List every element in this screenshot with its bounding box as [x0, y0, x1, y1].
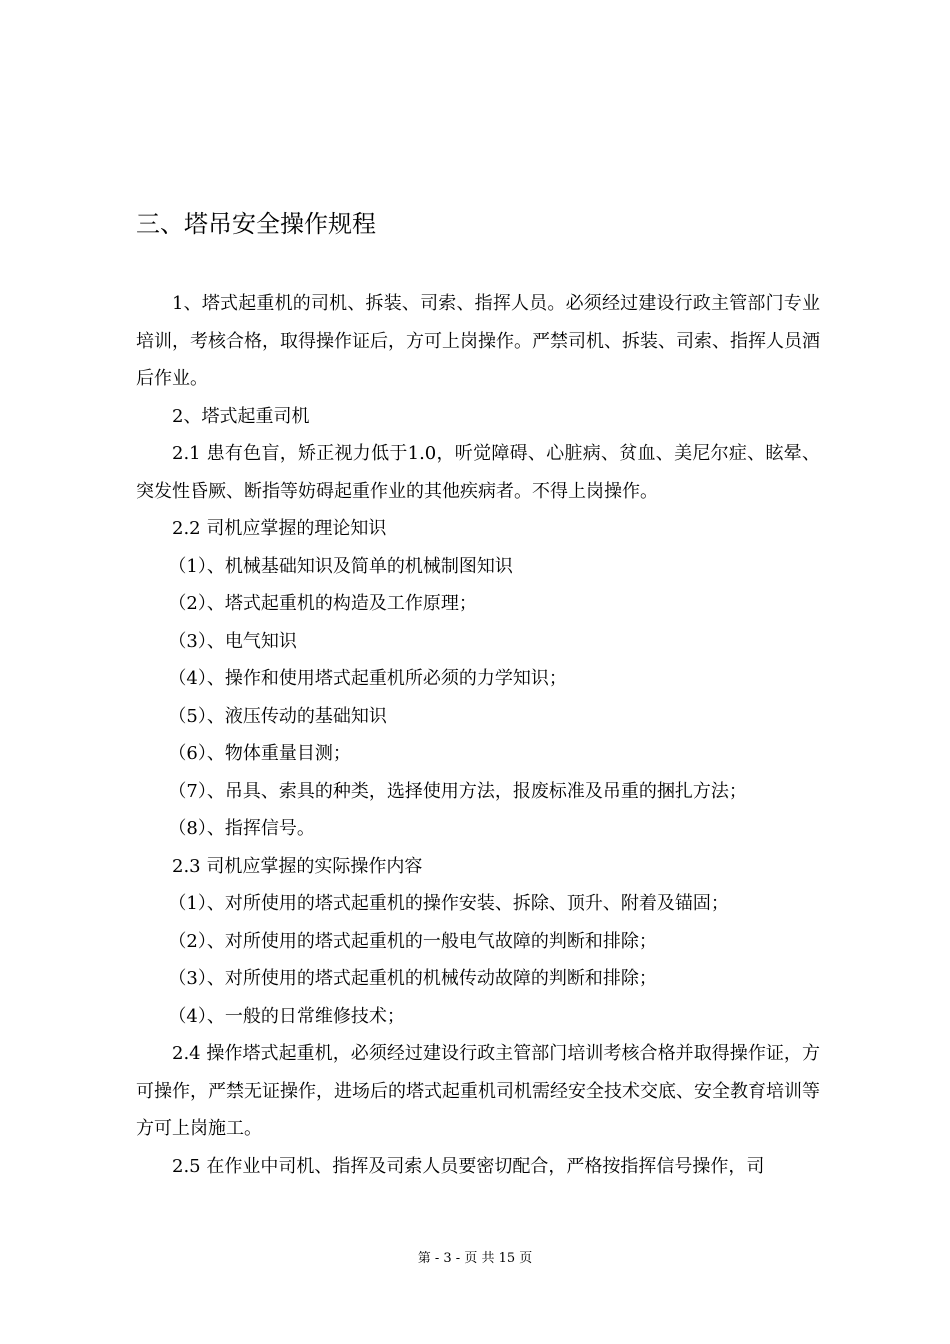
list-item: （3）、电气知识: [168, 630, 297, 652]
list-item: （2）、对所使用的塔式起重机的一般电气故障的判断和排除；: [168, 930, 657, 952]
list-item: （2）、塔式起重机的构造及工作原理；: [168, 593, 477, 614]
list-item: （7）、吊具、索具的种类，选择使用方法，报废标准及吊重的捆扎方法；: [168, 780, 747, 802]
list-item: （1）、对所使用的塔式起重机的操作安装、拆除、顶升、附着及锚固；: [168, 893, 729, 914]
paragraph-1: 1、塔式起重机的司机、拆装、司索、指挥人员。必须经过建设行政主管部门专业培训，考核合格，取得操作证后，方可上岗操作。严禁司机、拆装、司索、指挥人员酒后作业。: [136, 293, 820, 389]
paragraph-2: 2、塔式起重司机: [172, 405, 310, 427]
list-item: （5）、液压传动的基础知识: [168, 705, 387, 727]
list-item: （6）、物体重量目测；: [168, 743, 351, 764]
document-body: [136, 285, 820, 1185]
list-item: （4）、一般的日常维修技术；: [168, 1005, 405, 1027]
paragraph-2-3: 2.3 司机应掌握的实际操作内容: [172, 855, 423, 877]
paragraph-2-1: 2.1 患有色盲，矫正视力低于1.0，听觉障碍、心脏病、贫血、美尼尔症、眩晕、突发性昏厥、断指等妨碍起重作业的其他疾病者。不得上岗操作。: [136, 443, 820, 502]
paragraph-2-4: 2.4 操作塔式起重机，必须经过建设行政主管部门培训考核合格并取得操作证，方可操作，严禁无证操作，进场后的塔式起重机司机需经安全技术交底、安全教育培训等方可上岗施工。: [136, 1043, 820, 1139]
section-title: 三、塔吊安全操作规程: [136, 210, 376, 238]
list-item: （4）、操作和使用塔式起重机所必须的力学知识；: [168, 668, 567, 689]
paragraph-2-5: 2.5 在作业中司机、指挥及司索人员要密切配合，严格按指挥信号操作，司: [172, 1155, 765, 1177]
list-item: （1）、机械基础知识及简单的机械制图知识: [168, 555, 513, 577]
list-item: （3）、对所使用的塔式起重机的机械传动故障的判断和排除；: [168, 968, 657, 989]
paragraph-2-2: 2.2 司机应掌握的理论知识: [172, 518, 387, 539]
page-footer: 第 - 3 - 页 共 15 页: [417, 1251, 533, 1266]
list-item: （8）、指挥信号。: [168, 818, 315, 839]
